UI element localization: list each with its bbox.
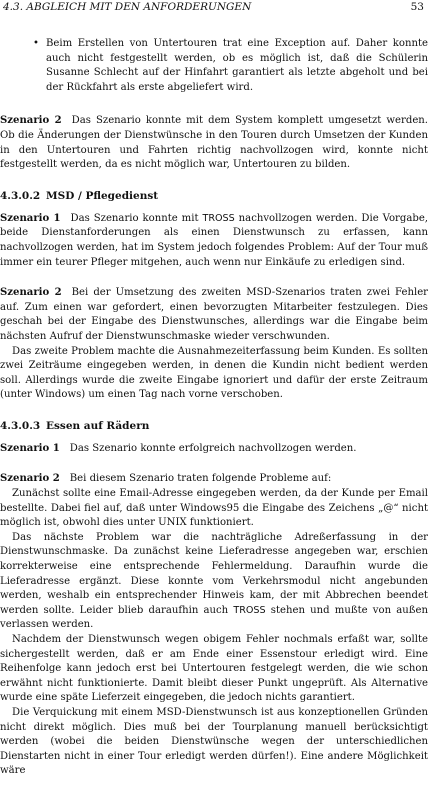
subsection-number: 4.3.0.3 [0, 419, 41, 432]
subsection-title: MSD / Pflegedienst [46, 189, 159, 202]
bullet-item [0, 37, 428, 95]
section-header: 4.3. ABGLEICH MIT DEN ANFORDERUNGEN [3, 1, 252, 13]
paragraph-text: Das Szenario konnte erfolgreich nachvollzogen werden. [69, 442, 357, 454]
paragraph-msd-szenario-2-cont: Das zweite Problem machte die Ausnahmezeiterfassung beim Kunden. Es sollten zwei Zeiträume eingegeben werden, in denen die Kundin nicht bedient werden soll. Allerdings wurde die zweite Eingabe ignoriert und dafür der erste Zeitraum (unter Windows) um einen Tag nach vorne verschoben. [0, 345, 428, 401]
paragraph-msd-link: Die Verquickung mit einem MSD-Dienstwunsch ist aus konzeptionellen Gründen nicht direkt möglich. Dies muß bei der Tourplanung manuell berücksichtigt werden (wobei die beiden Dienstwünsche wegen der unterschiedlichen Dienstarten nicht in einer Tour erledigt werden dürfen!). Eine andere Möglichkeit wäre [0, 706, 428, 777]
subsection-title: Essen auf Rädern [46, 419, 150, 432]
scenario-label: Szenario 1 [0, 442, 60, 454]
paragraph-msd-szenario-2 [0, 286, 428, 344]
paragraph-text: stehen und mußte von außen verlassen werden. [0, 604, 428, 631]
body-text [0, 37, 428, 779]
subsection-heading-msd [0, 190, 428, 202]
subsection-number: 4.3.0.2 [0, 189, 41, 202]
paragraph-essen-szenario-2 [0, 472, 428, 487]
scenario-label: Szenario 2 [0, 473, 60, 485]
subsection-heading-essen [0, 420, 428, 432]
bullet-text: Beim Erstellen von Untertouren trat eine Exception auf. Daher konnte auch nicht festgestellt werden, ob es möglich ist, daß die Schülerin Susanne Schlecht auf der Hinfahrt garantiert als letzte abgeholt und bei der Rückfahrt als erste abgeliefert wird. [46, 38, 428, 93]
bullet-dot-icon: • [33, 38, 39, 49]
paragraph-text: Das Szenario konnte mit dem System komplett umgesetzt werden. Ob die Änderungen der Dienstwünsche in den Touren durch Umsetzen der Kunden in den Untertouren und Fahrten richtig nachvollzogen wird, konnte nicht festgestellt werden, da es nicht möglich war, Untertouren zu bilden. [0, 115, 428, 171]
tross-name: TROSS [202, 212, 235, 224]
paragraph-essen-szenario-1 [0, 442, 428, 457]
scenario-label: Szenario 2 [0, 115, 62, 127]
tross-name: TROSS [233, 604, 266, 616]
paragraph-text: Das Szenario konnte mit [70, 212, 203, 224]
paragraph-text: Bei der Umsetzung des zweiten MSD-Szenarios traten zwei Fehler auf. Zum einen war gefordert, einen bevorzugten Mitarbeiter festzulegen. Dies geschah bei der Eingabe des Dienstwunsches, allerdings war die Eingabe beim nächsten Aufruf der Dienstwunschmaske wieder verschwunden. [0, 287, 428, 342]
page-number: 53 [410, 1, 424, 13]
paragraph-szenario-2 [0, 114, 428, 172]
running-header [0, 0, 430, 16]
paragraph-email-problem: Zunächst sollte eine Email-Adresse eingegeben werden, da der Kunde per Email bestellte. Dabei fiel auf, daß unter Windows95 die Eingabe des Zeichens „@“ nicht möglich ist, obwohl dies unter UNIX funktioniert. [0, 488, 428, 529]
scenario-label: Szenario 1 [0, 212, 61, 224]
paragraph-address-problem [0, 531, 428, 633]
paragraph-text: nachvollzogen werden. Die Vorgabe, beide Dienstanforderungen als einen Dienstwunsch zu erfassen, kann nachvollzogen werden, hat im System jedoch folgendes Problem: Auf der Tour muß immer ein teurer Pfleger mitgehen, auch wenn nur Einkäufe zu erledigen sind. [0, 212, 428, 268]
paragraph-text: Bei diesem Szenario traten folgende Probleme auf: [69, 473, 332, 485]
paragraph-msd-szenario-1 [0, 212, 428, 270]
scenario-label: Szenario 2 [0, 287, 62, 299]
paragraph-text: Das nächste Problem war die nachträgliche Adreßerfassung in der Dienstwunschmaske. Da zunächst keine Lieferadresse angegeben war, erschien korrekterweise eine entsprechende Fehlermeldung. Daraufhin wurde die Lieferadresse ergänzt. Diese konnte vom Verkehrsmodul nicht angebunden werden, weshalb ein entsprechender Hinweis kam, der mit Abbrechen beendet werden sollte. Leider blieb daraufhin auch [0, 531, 428, 616]
paragraph-order-problem: Nachdem der Dienstwunsch wegen obigem Fehler nochmals erfaßt war, sollte sichergestellt werden, daß er am Ende einer Essenstour erledigt wird. Eine Reihenfolge kann jedoch erst bei Untertouren festgelegt werden, die wie schon erwähnt nicht funktionierte. Damit bleibt dieser Punkt ungeprüft. Als Alternative wurde eine späte Lieferzeit eingegeben, die jedoch nichts garantiert. [0, 634, 428, 704]
